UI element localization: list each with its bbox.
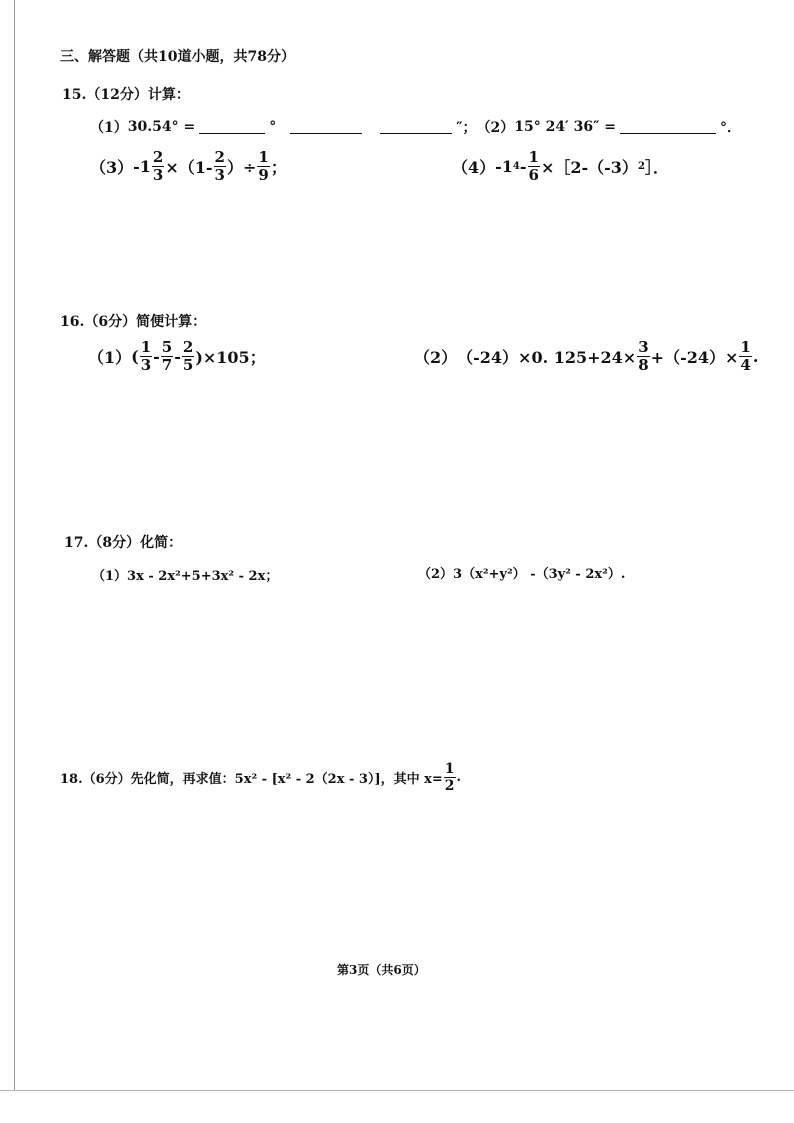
q15-p1-label: （1） [90, 120, 128, 136]
q18-tail: . [456, 770, 462, 785]
page-left-border [14, 0, 15, 1090]
q15-p4-term: -1 [495, 157, 513, 176]
section-title: 三、解答题（共10道小题，共78分） [60, 49, 295, 65]
q16-p2-term: （-24）×0. 125+24× [457, 348, 637, 367]
q15-header: 15.（12分）计算： [62, 87, 190, 103]
q15-part4 [452, 150, 669, 183]
fraction-numerator: 1 [528, 148, 539, 166]
fraction-denominator: 3 [152, 166, 164, 184]
page-bottom-border [0, 1090, 794, 1091]
q16-p2-term: . [752, 347, 759, 366]
exponent: 4 [512, 161, 520, 172]
q16-p2-label: （2） [414, 348, 458, 367]
q18-problem [60, 762, 461, 793]
fraction-denominator: 5 [182, 356, 194, 374]
fraction-numerator: 2 [152, 148, 164, 166]
fraction-numerator: 1 [258, 148, 269, 166]
q16-p1-label: （1） [88, 348, 132, 367]
q15-p2-degree-mark: °． [719, 120, 741, 136]
fraction [528, 150, 540, 183]
q16-part2 [414, 340, 758, 373]
fraction-numerator: 2 [182, 338, 194, 356]
answer-blank-seconds[interactable] [380, 120, 452, 134]
q16-part1 [88, 340, 266, 373]
fraction-denominator: 3 [140, 356, 152, 374]
q15-p3-label: （3） [90, 158, 134, 177]
q17-part1: （1）3x - 2x²+5+3x² - 2x； [92, 569, 279, 584]
q15-p1-second-mark: ″； [456, 120, 477, 136]
q17-part2: （2）3（x²+y²） -（3y² - 2x²）. [418, 567, 626, 582]
q15-p3-term: ）÷ [226, 158, 257, 177]
fraction-numerator: 5 [161, 338, 173, 356]
fraction [214, 150, 226, 183]
answer-blank-minutes[interactable] [290, 120, 362, 134]
fraction-numerator: 2 [214, 148, 225, 166]
q15-p4-label: （4） [452, 158, 496, 177]
fraction [152, 150, 164, 183]
q15-p3-term: -1 [133, 157, 151, 176]
answer-blank-degrees[interactable] [199, 120, 265, 134]
fraction-numerator: 3 [638, 338, 649, 356]
fraction-denominator: 2 [444, 778, 455, 794]
q17-header: 17.（8分）化简： [64, 535, 183, 551]
fraction [161, 340, 173, 373]
fraction-denominator: 3 [214, 166, 225, 184]
fraction-denominator: 7 [161, 356, 173, 374]
fraction [637, 340, 649, 373]
page-number: 第3页（共6页） [337, 963, 426, 977]
fraction [140, 340, 152, 373]
q15-p1-degree-mark: ° [269, 119, 277, 135]
q18-text: 18.（6分）先化简，再求值：5x² - [x² - 2（2x - 3）]，其中 x= [60, 772, 443, 787]
q15-p4-term: - [519, 157, 527, 176]
q15-part1 [90, 117, 741, 137]
q15-part3 [90, 150, 287, 183]
q16-p2-term: +（-24）× [650, 348, 739, 367]
fraction [257, 150, 269, 183]
exponent: 2 [637, 161, 645, 172]
q16-p1-term: - [153, 347, 160, 366]
q16-p1-term: )×105； [195, 348, 266, 367]
fraction-denominator: 9 [258, 166, 269, 184]
fraction-denominator: 8 [638, 356, 649, 374]
fraction-denominator: 6 [528, 166, 539, 184]
fraction [739, 340, 751, 373]
q15-p2-label: （2） [476, 120, 515, 136]
q15-p4-term: ］． [644, 158, 669, 177]
fraction-numerator: 1 [140, 338, 152, 356]
q15-p3-term: ×（1- [165, 158, 213, 177]
q15-p3-term: ； [270, 158, 287, 177]
q15-p2-expr: 15° 24′ 36″ = [514, 119, 616, 135]
fraction [444, 762, 456, 793]
fraction-numerator: 1 [740, 338, 751, 356]
fraction-numerator: 1 [444, 761, 455, 777]
fraction-denominator: 4 [740, 356, 751, 374]
q16-p1-term: ( [131, 347, 139, 366]
answer-blank-decimal-degrees[interactable] [620, 120, 716, 134]
fraction [182, 340, 194, 373]
q15-p1-expr: 30.54° = [127, 119, 196, 135]
q16-p1-term: - [174, 347, 181, 366]
q15-p4-term: ×［2-（-3） [540, 158, 638, 177]
q16-header: 16.（6分）简便计算： [60, 314, 207, 330]
